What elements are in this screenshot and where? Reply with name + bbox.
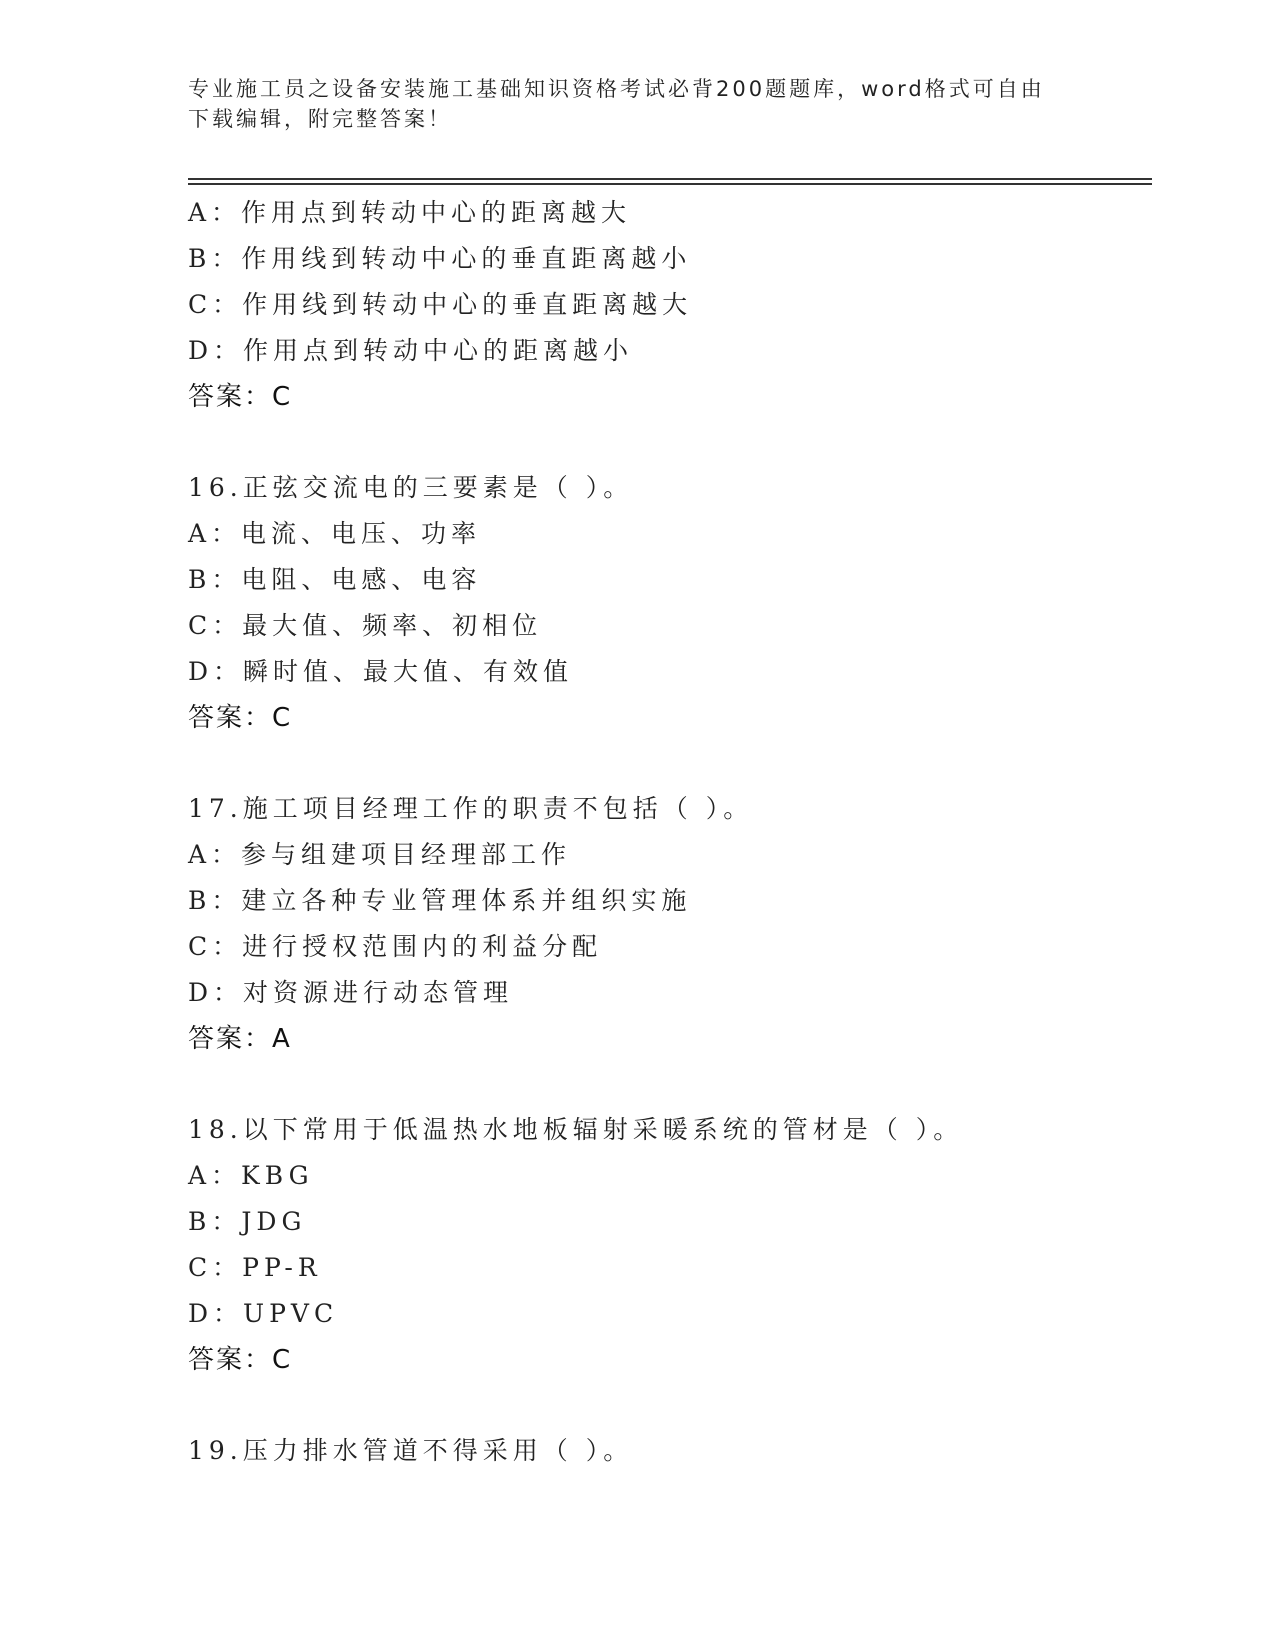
option-c: C：作用线到转动中心的垂直距离越大: [188, 290, 693, 319]
question-19: [188, 1428, 1148, 1474]
answer-line: 答案：C: [188, 1345, 293, 1375]
option-d: D：瞬时值、最大值、有效值: [188, 657, 574, 686]
option-b: B：JDG: [188, 1207, 307, 1236]
question-17: [188, 786, 1148, 1062]
option-a: A：参与组建项目经理部工作: [188, 840, 572, 869]
header-divider-top: [188, 178, 1152, 180]
question-list: [188, 190, 1148, 1474]
answer-line: 答案：C: [188, 382, 293, 412]
question-text: 19.压力排水管道不得采用（ ）。: [188, 1436, 634, 1465]
question-text: 16.正弦交流电的三要素是（ ）。: [188, 473, 634, 502]
option-b: B：作用线到转动中心的垂直距离越小: [188, 244, 692, 273]
option-b: B：电阻、电感、电容: [188, 565, 482, 594]
answer-line: 答案：A: [188, 1024, 292, 1054]
question-16: [188, 465, 1148, 741]
question-15: [188, 190, 1148, 420]
option-a: A：电流、电压、功率: [188, 519, 482, 548]
question-18: [188, 1107, 1148, 1383]
question-text: 18.以下常用于低温热水地板辐射采暖系统的管材是（ ）。: [188, 1115, 964, 1144]
option-b: B：建立各种专业管理体系并组织实施: [188, 886, 692, 915]
option-a: A：KBG: [188, 1161, 314, 1190]
answer-line: 答案：C: [188, 703, 293, 733]
option-d: D：对资源进行动态管理: [188, 978, 514, 1007]
option-a: A：作用点到转动中心的距离越大: [188, 198, 632, 227]
document-header: [188, 74, 1068, 134]
header-divider-bottom: [188, 183, 1152, 185]
header-line-1: 专业施工员之设备安装施工基础知识资格考试必背200题题库，word格式可自由: [188, 77, 1045, 101]
option-c: C：进行授权范围内的利益分配: [188, 932, 603, 961]
option-d: D：作用点到转动中心的距离越小: [188, 336, 634, 365]
option-c: C：PP-R: [188, 1253, 322, 1282]
option-c: C：最大值、频率、初相位: [188, 611, 543, 640]
question-text: 17.施工项目经理工作的职责不包括（ ）。: [188, 794, 754, 823]
header-line-2: 下载编辑，附完整答案！: [188, 107, 452, 131]
option-d: D：UPVC: [188, 1299, 339, 1328]
